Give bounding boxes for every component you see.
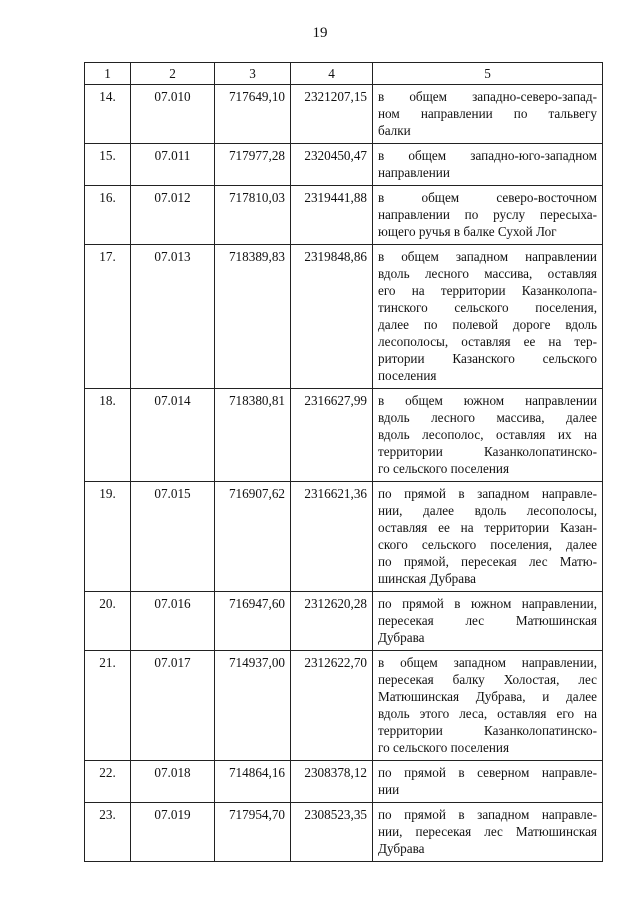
y-coordinate-cell: 2321207,15 [291, 85, 373, 144]
point-code-cell: 07.014 [131, 389, 215, 482]
row-number-cell: 14. [85, 85, 131, 144]
description-line: направлении по руслу пересыха- [378, 207, 597, 222]
route-description-cell [373, 803, 603, 862]
description-line: тинского сельского поселения, [378, 300, 597, 315]
table-row [85, 651, 603, 761]
table-row [85, 803, 603, 862]
point-code-cell: 07.017 [131, 651, 215, 761]
y-coordinate-cell: 2319848,86 [291, 245, 373, 389]
table-row [85, 482, 603, 592]
description-line: нии [378, 782, 400, 797]
point-code-cell: 07.015 [131, 482, 215, 592]
point-code-cell: 07.016 [131, 592, 215, 651]
point-code-cell: 07.010 [131, 85, 215, 144]
row-number-cell: 19. [85, 482, 131, 592]
description-line: по прямой в западном направле- [378, 807, 597, 822]
route-description-cell [373, 186, 603, 245]
description-line: территории Казанколопатинско- [378, 723, 597, 738]
description-line: шинская Дубрава [378, 571, 477, 586]
table-row [85, 85, 603, 144]
route-description-cell [373, 389, 603, 482]
description-line: в общем западно-северо-запад- [378, 89, 597, 104]
header-col-1: 1 [85, 63, 131, 85]
route-description-cell [373, 144, 603, 186]
description-line: Дубрава [378, 841, 425, 856]
x-coordinate-cell: 718380,81 [215, 389, 291, 482]
description-line: Матюшинская Дубрава, и далее [378, 689, 597, 704]
route-description-cell [373, 651, 603, 761]
description-line: направлении [378, 165, 450, 180]
route-description-cell [373, 761, 603, 803]
description-line: лесополосы, оставляя ее на тер- [378, 334, 597, 349]
page-number: 19 [312, 25, 328, 41]
description-line: ном направлении по тальвегу [378, 106, 597, 121]
description-line: го сельского поселения [378, 740, 510, 755]
description-line: нии, далее вдоль лесополосы, [378, 503, 597, 518]
row-number-cell: 17. [85, 245, 131, 389]
description-line: оставляя ее на территории Казан- [378, 520, 597, 535]
table-row [85, 186, 603, 245]
table-row [85, 144, 603, 186]
description-line: ритории Казанского сельского [378, 351, 597, 366]
description-line: в общем западном направлении, [378, 655, 597, 670]
description-line: поселения [378, 368, 437, 383]
description-line: пересекая лес Матюшинская [378, 613, 597, 628]
header-col-4: 4 [291, 63, 373, 85]
route-description-cell [373, 245, 603, 389]
description-line: вдоль этого леса, оставляя его на [378, 706, 597, 721]
header-col-2: 2 [131, 63, 215, 85]
x-coordinate-cell: 717649,10 [215, 85, 291, 144]
description-line: ющего ручья в балке Сухой Лог [378, 224, 557, 239]
x-coordinate-cell: 717954,70 [215, 803, 291, 862]
row-number-cell: 18. [85, 389, 131, 482]
x-coordinate-cell: 716947,60 [215, 592, 291, 651]
description-line: в общем южном направлении [378, 393, 597, 408]
point-code-cell: 07.018 [131, 761, 215, 803]
y-coordinate-cell: 2316621,36 [291, 482, 373, 592]
row-number-cell: 15. [85, 144, 131, 186]
description-line: ского сельского поселения, далее [378, 537, 597, 552]
row-number-cell: 23. [85, 803, 131, 862]
header-col-3: 3 [215, 63, 291, 85]
description-line: его на территории Казанколопа- [378, 283, 597, 298]
table-body [85, 85, 603, 862]
y-coordinate-cell: 2320450,47 [291, 144, 373, 186]
table-row [85, 245, 603, 389]
x-coordinate-cell: 714937,00 [215, 651, 291, 761]
x-coordinate-cell: 717810,03 [215, 186, 291, 245]
description-line: нии, пересекая лес Матюшинская [378, 824, 597, 839]
point-code-cell: 07.013 [131, 245, 215, 389]
description-line: вдоль лесополос, оставляя их на [378, 427, 597, 442]
description-line: в общем северо-восточном [378, 190, 597, 205]
boundary-points-table [84, 62, 603, 862]
description-line: го сельского поселения [378, 461, 510, 476]
x-coordinate-cell: 716907,62 [215, 482, 291, 592]
description-line: по прямой в южном направлении, [378, 596, 597, 611]
description-line: пересекая балку Холостая, лес [378, 672, 597, 687]
route-description-cell [373, 592, 603, 651]
header-col-5: 5 [373, 63, 603, 85]
description-line: далее по полевой дороге вдоль [378, 317, 597, 332]
point-code-cell: 07.012 [131, 186, 215, 245]
x-coordinate-cell: 718389,83 [215, 245, 291, 389]
row-number-cell: 20. [85, 592, 131, 651]
route-description-cell [373, 482, 603, 592]
row-number-cell: 16. [85, 186, 131, 245]
y-coordinate-cell: 2316627,99 [291, 389, 373, 482]
description-line: по прямой в северном направле- [378, 765, 597, 780]
table-row [85, 761, 603, 803]
description-line: вдоль лесного массива, оставляя [378, 266, 597, 281]
table-row [85, 389, 603, 482]
row-number-cell: 22. [85, 761, 131, 803]
table-header-row [85, 63, 603, 85]
description-line: в общем западно-юго-западном [378, 148, 597, 163]
x-coordinate-cell: 717977,28 [215, 144, 291, 186]
row-number-cell: 21. [85, 651, 131, 761]
description-line: вдоль лесного массива, далее [378, 410, 597, 425]
y-coordinate-cell: 2312622,70 [291, 651, 373, 761]
y-coordinate-cell: 2308523,35 [291, 803, 373, 862]
description-line: по прямой в западном направле- [378, 486, 597, 501]
y-coordinate-cell: 2308378,12 [291, 761, 373, 803]
y-coordinate-cell: 2312620,28 [291, 592, 373, 651]
point-code-cell: 07.019 [131, 803, 215, 862]
y-coordinate-cell: 2319441,88 [291, 186, 373, 245]
description-line: территории Казанколопатинско- [378, 444, 597, 459]
description-line: балки [378, 123, 411, 138]
description-line: Дубрава [378, 630, 425, 645]
point-code-cell: 07.011 [131, 144, 215, 186]
table-row [85, 592, 603, 651]
description-line: по прямой, пересекая лес Матю- [378, 554, 597, 569]
route-description-cell [373, 85, 603, 144]
x-coordinate-cell: 714864,16 [215, 761, 291, 803]
description-line: в общем западном направлении [378, 249, 597, 264]
